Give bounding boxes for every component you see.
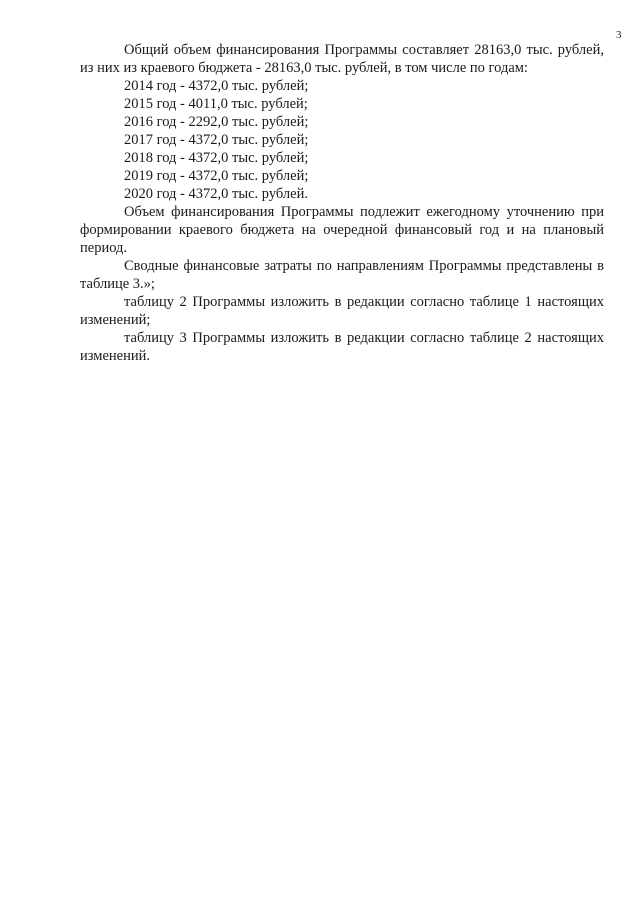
summary-costs-paragraph: Сводные финансовые затраты по направлениям Программы представлены в таблице 3.»; <box>80 258 604 292</box>
funding-year-2015: 2015 год - 4011,0 тыс. рублей; <box>124 96 308 112</box>
annual-clarification-paragraph: Объем финансирования Программы подлежит ежегодному уточнению при формировании краевого бюджета на очередной финансовый год и на плановый период. <box>80 204 604 256</box>
total-funding-paragraph: Общий объем финансирования Программы составляет 28163,0 тыс. рублей, из них из краевого бюджета - 28163,0 тыс. рублей, в том числе по годам: <box>80 42 604 76</box>
funding-by-year-list <box>80 77 604 203</box>
funding-year-2018: 2018 год - 4372,0 тыс. рублей; <box>124 150 309 166</box>
page-number: 3 <box>616 29 622 41</box>
table3-edit-paragraph: таблицу 3 Программы изложить в редакции согласно таблице 2 настоящих изменений. <box>80 330 604 364</box>
funding-year-2014: 2014 год - 4372,0 тыс. рублей; <box>124 78 309 94</box>
table2-edit-paragraph: таблицу 2 Программы изложить в редакции согласно таблице 1 настоящих изменений; <box>80 294 604 328</box>
funding-year-2019: 2019 год - 4372,0 тыс. рублей; <box>124 168 309 184</box>
funding-year-2020: 2020 год - 4372,0 тыс. рублей. <box>124 186 308 202</box>
funding-year-2016: 2016 год - 2292,0 тыс. рублей; <box>124 114 309 130</box>
funding-year-2017: 2017 год - 4372,0 тыс. рублей; <box>124 132 309 148</box>
document-body <box>80 41 604 365</box>
